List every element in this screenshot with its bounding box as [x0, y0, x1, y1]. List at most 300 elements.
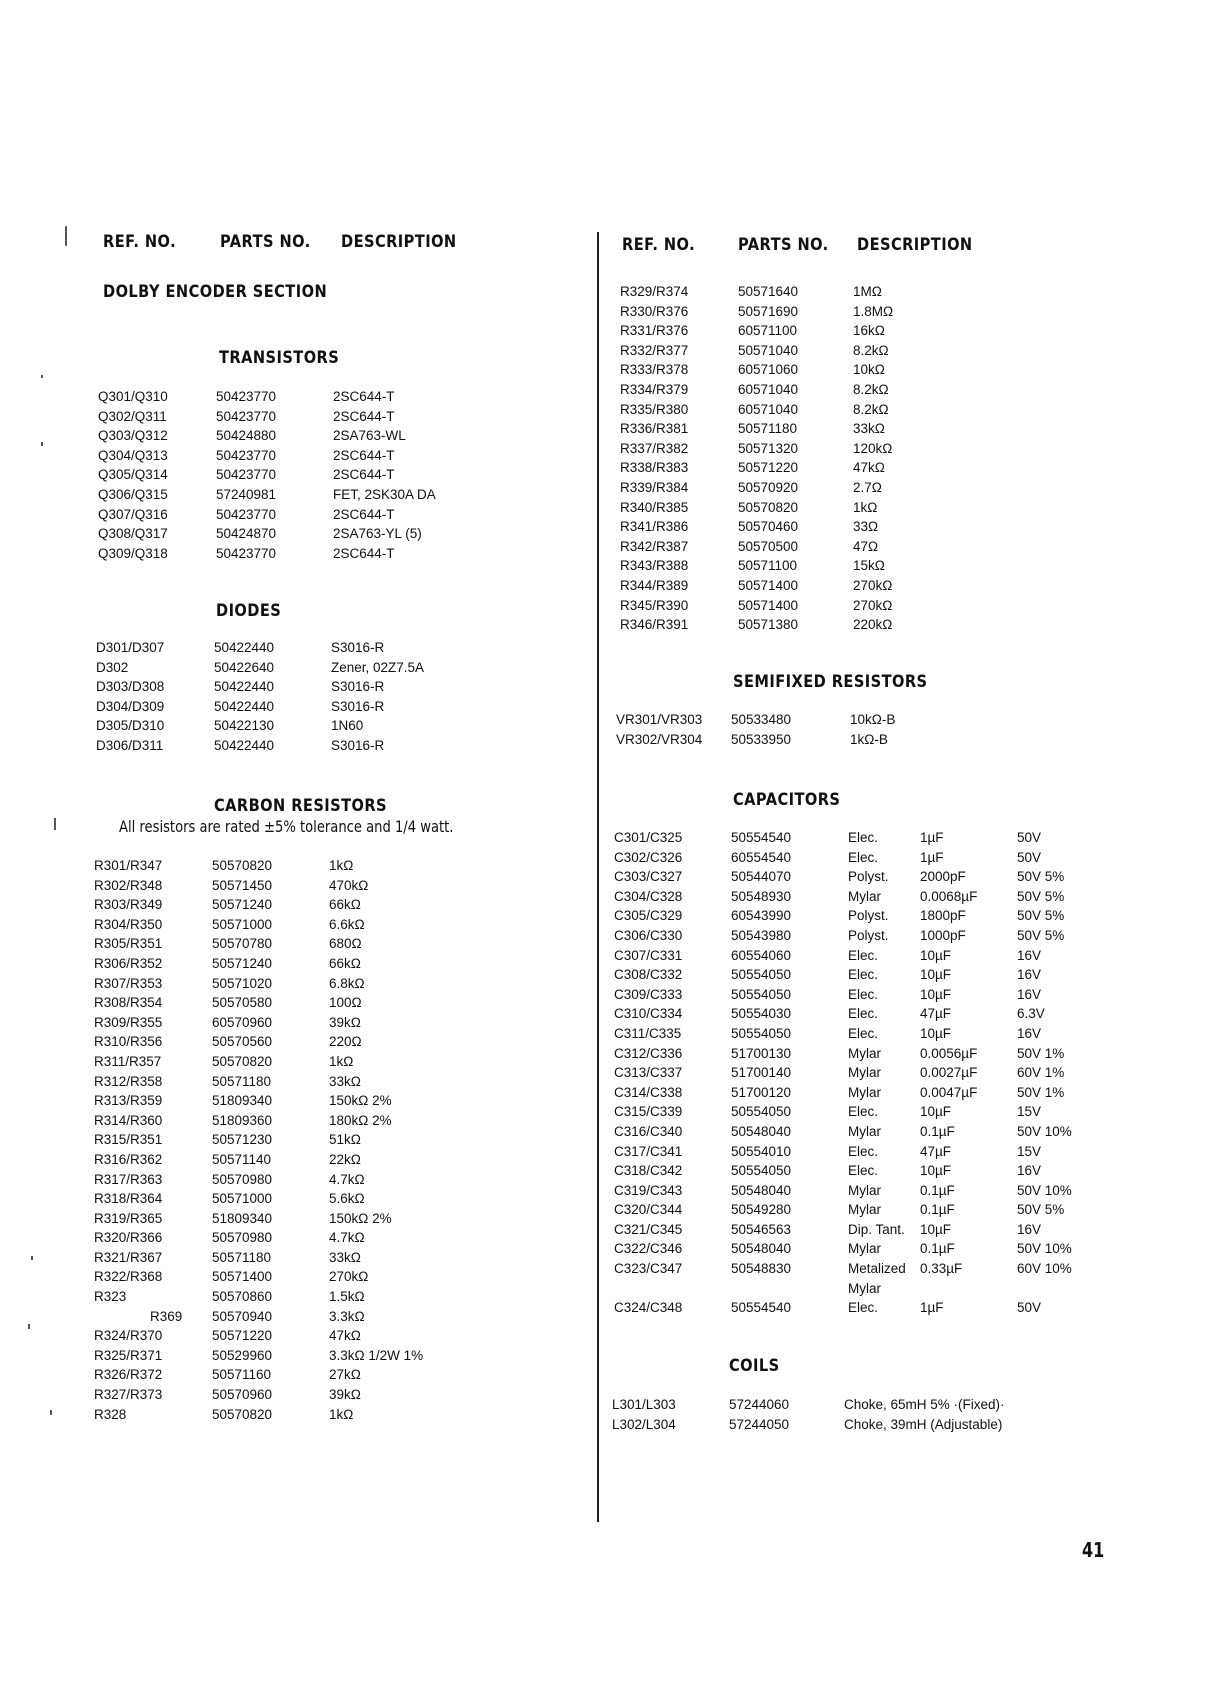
- table-row: [614, 1065, 1114, 1085]
- cap-value-cell: 0.0068µF: [920, 888, 978, 904]
- table-row: [620, 519, 980, 539]
- cap-value-cell: 10µF: [920, 986, 952, 1002]
- parts-no-cell: 50549280: [731, 1202, 792, 1218]
- table-row: [94, 936, 494, 956]
- description-cell: 10kΩ-B: [850, 712, 896, 727]
- parts-no-cell: 50554540: [731, 1300, 792, 1316]
- diodes-title: DIODES: [216, 601, 282, 621]
- description-cell: 1kΩ: [329, 858, 354, 873]
- table-row: [620, 323, 980, 343]
- ref-no-cell: R333/R378: [620, 362, 689, 378]
- description-cell: 2SA763-WL: [333, 428, 406, 444]
- table-row: [620, 441, 980, 461]
- description-cell: 270kΩ: [853, 577, 893, 593]
- ref-no-cell: VR301/VR303: [616, 712, 703, 727]
- semifixed-resistors-title: SEMIFIXED RESISTORS: [733, 672, 928, 692]
- parts-no-cell: 50554540: [731, 830, 792, 845]
- ref-no-cell: C317/C341: [614, 1143, 683, 1159]
- parts-no-cell: 50423770: [216, 389, 277, 404]
- left-header-description: DESCRIPTION: [341, 232, 457, 252]
- cap-type-cell: Polyst.: [848, 869, 889, 885]
- ref-no-cell: Q308/Q317: [98, 526, 168, 542]
- parts-no-cell: 57244060: [729, 1397, 790, 1412]
- parts-no-cell: 50554050: [731, 1163, 792, 1179]
- table-row: [96, 699, 496, 719]
- table-row: [620, 304, 980, 324]
- left-header-ref: REF. NO.: [103, 232, 177, 252]
- ref-no-cell: C313/C337: [614, 1065, 683, 1081]
- parts-no-cell: 50554030: [731, 1006, 792, 1022]
- parts-no-cell: 51700120: [731, 1084, 792, 1100]
- parts-no-cell: 50571140: [212, 1151, 272, 1167]
- parts-no-cell: 50571180: [738, 421, 798, 437]
- table-row: [94, 858, 494, 878]
- cap-type-cell: Elec.: [848, 830, 879, 845]
- table-row: [94, 1250, 494, 1270]
- parts-no-cell: 50423770: [216, 447, 277, 463]
- parts-no-cell: 60543990: [731, 908, 792, 924]
- cap-type-cell: Elec.: [848, 849, 879, 865]
- parts-no-cell: 50570980: [212, 1171, 273, 1187]
- parts-no-cell: 50570460: [738, 519, 799, 535]
- cap-rating-cell: 50V 10%: [1017, 1182, 1072, 1198]
- cap-rating-cell: 50V 5%: [1017, 908, 1065, 924]
- parts-no-cell: 51809340: [212, 1093, 273, 1109]
- description-cell: 51kΩ: [329, 1132, 361, 1148]
- description-cell: 220Ω: [329, 1034, 362, 1050]
- ref-no-cell: C301/C325: [614, 830, 683, 845]
- description-cell: FET, 2SK30A DA: [333, 486, 436, 502]
- ref-no-cell: L302/L304: [612, 1416, 676, 1432]
- description-cell: 3.3kΩ: [329, 1308, 365, 1324]
- description-cell: 1.8MΩ: [853, 303, 894, 319]
- table-row: [94, 1289, 494, 1309]
- parts-no-cell: 60571040: [738, 401, 799, 417]
- ref-no-cell: C304/C328: [614, 888, 683, 904]
- cap-rating-cell: 50V: [1017, 1300, 1042, 1316]
- cap-rating-cell: 15V: [1017, 1104, 1042, 1120]
- ref-no-cell: R309/R355: [94, 1014, 163, 1030]
- description-cell: 15kΩ: [853, 558, 885, 574]
- cap-type-cell: Polyst.: [848, 927, 889, 943]
- diodes-list: [96, 640, 496, 758]
- ref-no-cell: R306/R352: [94, 955, 163, 971]
- parts-no-cell: 60570960: [212, 1014, 273, 1030]
- cap-type-cell: Mylar: [848, 1202, 881, 1218]
- cap-type-cell: Elec.: [848, 1025, 879, 1041]
- table-row: [614, 850, 1114, 870]
- description-cell: 150kΩ 2%: [329, 1093, 392, 1109]
- table-row: [614, 830, 1114, 850]
- cap-rating-cell: 50V 1%: [1017, 1084, 1065, 1100]
- parts-no-cell: 50548040: [731, 1123, 792, 1139]
- table-row: [614, 889, 1114, 909]
- table-row: [620, 402, 980, 422]
- table-row: [94, 995, 494, 1015]
- parts-no-cell: 50529960: [212, 1347, 273, 1363]
- ref-no-cell: D302: [96, 659, 129, 675]
- ref-no-cell: R342/R387: [620, 538, 689, 554]
- description-cell: S3016-R: [331, 640, 385, 655]
- parts-no-cell: 50571180: [212, 1249, 272, 1265]
- cap-rating-cell: 50V 10%: [1017, 1241, 1072, 1257]
- parts-no-cell: 50571000: [212, 916, 273, 932]
- table-row: [94, 956, 494, 976]
- scan-mark: [65, 226, 67, 246]
- ref-no-cell: C318/C342: [614, 1163, 683, 1179]
- cap-value-cell: 0.0056µF: [920, 1045, 978, 1061]
- table-row: [94, 1113, 494, 1133]
- table-row: [614, 987, 1114, 1007]
- parts-no-cell: 50571020: [212, 975, 273, 991]
- ref-no-cell: R332/R377: [620, 342, 689, 358]
- table-row: [614, 1241, 1114, 1261]
- cap-value-cell: 0.0047µF: [920, 1084, 978, 1100]
- parts-no-cell: 50543980: [731, 927, 792, 943]
- ref-no-cell: R340/R385: [620, 499, 689, 515]
- description-cell: 39kΩ: [329, 1387, 361, 1403]
- parts-no-cell: 50571160: [212, 1367, 272, 1383]
- ref-no-cell: Q304/Q313: [98, 447, 168, 463]
- ref-no-cell: C308/C332: [614, 967, 683, 983]
- ref-no-cell: R335/R380: [620, 401, 689, 417]
- parts-no-cell: 50548930: [731, 888, 792, 904]
- description-cell: 1kΩ-B: [850, 731, 888, 747]
- table-row: [616, 732, 976, 752]
- table-row: [616, 712, 976, 732]
- cap-rating-cell: 60V 10%: [1017, 1261, 1072, 1277]
- parts-no-cell: 50571400: [738, 577, 799, 593]
- parts-no-cell: 57244050: [729, 1416, 790, 1432]
- ref-no-cell: R320/R366: [94, 1230, 163, 1246]
- resistors-continued-list: [620, 284, 980, 637]
- description-cell: 100Ω: [329, 995, 362, 1011]
- ref-no-cell: R334/R379: [620, 381, 689, 397]
- description-cell: 1MΩ: [853, 284, 882, 299]
- cap-type-cell: Elec.: [848, 1300, 879, 1316]
- parts-no-cell: 50554050: [731, 986, 792, 1002]
- parts-no-cell: 50570940: [212, 1308, 273, 1324]
- cap-rating-cell: 50V 5%: [1017, 1202, 1065, 1218]
- carbon-resistors-list: [94, 858, 494, 1426]
- ref-no-cell: C303/C327: [614, 869, 683, 885]
- ref-no-cell: R328: [94, 1406, 127, 1422]
- cap-type-cell: Elec.: [848, 1006, 879, 1022]
- parts-no-cell: 50571240: [212, 897, 273, 913]
- description-cell: Choke, 65mH 5% ·(Fixed)·: [844, 1397, 1005, 1412]
- carbon-resistors-note: All resistors are rated ±5% tolerance and 1/4 watt.: [119, 817, 454, 836]
- parts-no-cell: 50570820: [212, 858, 273, 873]
- description-cell: 33kΩ: [329, 1073, 361, 1089]
- cap-rating-cell: 50V 5%: [1017, 927, 1065, 943]
- table-row: [98, 389, 498, 409]
- table-row: [612, 1397, 1092, 1417]
- parts-no-cell: 50554010: [731, 1143, 792, 1159]
- ref-no-cell: R337/R382: [620, 440, 689, 456]
- parts-no-cell: 50570560: [212, 1034, 273, 1050]
- parts-no-cell: 50424880: [216, 428, 277, 444]
- parts-no-cell: 50546563: [731, 1221, 792, 1237]
- table-row: [96, 640, 496, 660]
- table-row: [94, 1387, 494, 1407]
- table-row: [98, 507, 498, 527]
- description-cell: 8.2kΩ: [853, 381, 889, 397]
- ref-no-cell: C311/C335: [614, 1025, 682, 1041]
- ref-no-cell: Q306/Q315: [98, 486, 168, 502]
- parts-no-cell: 50423770: [216, 408, 277, 424]
- table-row: [94, 1191, 494, 1211]
- ref-no-cell: R325/R371: [94, 1347, 163, 1363]
- ref-no-cell: D301/D307: [96, 640, 165, 655]
- cap-rating-cell: 16V: [1017, 986, 1042, 1002]
- table-row: [614, 1144, 1114, 1164]
- cap-rating-cell: 16V: [1017, 1025, 1042, 1041]
- table-row: [98, 448, 498, 468]
- table-row: [98, 428, 498, 448]
- table-row: [96, 718, 496, 738]
- ref-no-cell: C306/C330: [614, 927, 683, 943]
- description-cell: 2.7Ω: [853, 479, 882, 495]
- parts-no-cell: 50571180: [212, 1073, 272, 1089]
- parts-no-cell: 50544070: [731, 869, 792, 885]
- parts-no-cell: 50571640: [738, 284, 799, 299]
- parts-no-cell: 50422640: [214, 659, 275, 675]
- ref-no-cell: Q303/Q312: [98, 428, 168, 444]
- parts-no-cell: 50570920: [738, 479, 799, 495]
- ref-no-cell: C324/C348: [614, 1300, 683, 1316]
- ref-no-cell: R301/R347: [94, 858, 163, 873]
- table-row: [94, 1034, 494, 1054]
- cap-type-cell: Mylar: [848, 1084, 881, 1100]
- ref-no-cell: R317/R363: [94, 1171, 163, 1187]
- parts-no-cell: 50423770: [216, 545, 277, 561]
- semifixed-resistors-list: [616, 712, 976, 751]
- cap-rating-cell: 50V 1%: [1017, 1045, 1065, 1061]
- table-row: [620, 558, 980, 578]
- ref-no-cell: Q305/Q314: [98, 467, 168, 483]
- ref-no-cell: C309/C333: [614, 986, 683, 1002]
- parts-no-cell: 50554050: [731, 967, 792, 983]
- section-title-dolby-encoder: DOLBY ENCODER SECTION: [103, 282, 328, 302]
- scan-speck: [28, 1324, 30, 1329]
- cap-type-cell: Mylar: [848, 1123, 881, 1139]
- table-row: [620, 284, 980, 304]
- ref-no-cell: Q307/Q316: [98, 506, 168, 522]
- parts-no-cell: 50571000: [212, 1191, 273, 1207]
- ref-no-cell: R318/R364: [94, 1191, 163, 1207]
- parts-no-cell: 50571220: [738, 460, 799, 476]
- parts-no-cell: 50548040: [731, 1182, 792, 1198]
- description-cell: 66kΩ: [329, 955, 361, 971]
- right-header-ref: REF. NO.: [622, 235, 696, 255]
- table-row: [612, 1417, 1092, 1437]
- cap-value-cell: 1000pF: [920, 927, 966, 943]
- table-row: [620, 500, 980, 520]
- ref-no-cell: R322/R368: [94, 1269, 163, 1285]
- description-cell: 120kΩ: [853, 440, 893, 456]
- cap-type-cell: Metalized: [848, 1261, 906, 1277]
- description-cell: 270kΩ: [329, 1269, 369, 1285]
- description-cell: S3016-R: [331, 698, 385, 714]
- cap-type-cell: Mylar: [848, 888, 881, 904]
- parts-no-cell: 50533950: [731, 731, 792, 747]
- ref-no-cell: R330/R376: [620, 303, 689, 319]
- ref-no-cell: R323: [94, 1289, 127, 1305]
- table-row: [620, 460, 980, 480]
- cap-rating-cell: 50V 5%: [1017, 869, 1065, 885]
- description-cell: 33kΩ: [329, 1249, 361, 1265]
- ref-no-cell: C322/C346: [614, 1241, 683, 1257]
- ref-no-cell: R336/R381: [620, 421, 689, 437]
- ref-no-cell: R339/R384: [620, 479, 689, 495]
- cap-value-cell: 1800pF: [920, 908, 966, 924]
- cap-rating-cell: 16V: [1017, 947, 1042, 963]
- parts-no-cell: 50570860: [212, 1289, 273, 1305]
- description-cell: 1kΩ: [329, 1406, 354, 1422]
- cap-type-cell: Elec.: [848, 1163, 879, 1179]
- description-cell: 22kΩ: [329, 1151, 361, 1167]
- ref-no-cell: R311/R357: [94, 1053, 162, 1069]
- cap-value-cell: 47µF: [920, 1006, 952, 1022]
- cap-type-cell: Elec.: [848, 1143, 879, 1159]
- table-row: [614, 967, 1114, 987]
- cap-value-cell: 0.1µF: [920, 1123, 955, 1139]
- cap-type-cell: Elec.: [848, 1104, 879, 1120]
- parts-no-cell: 50571450: [212, 877, 273, 893]
- scan-speck: [41, 375, 43, 378]
- table-row: [94, 1132, 494, 1152]
- ref-no-cell: R329/R374: [620, 284, 689, 299]
- table-row: [614, 1183, 1114, 1203]
- cap-type-cell: Elec.: [848, 967, 879, 983]
- parts-no-cell: 60554540: [731, 849, 792, 865]
- description-cell: 2SC644-T: [333, 389, 395, 404]
- cap-value-cell: 0.1µF: [920, 1182, 955, 1198]
- description-cell: 2SA763-YL (5): [333, 526, 422, 542]
- ref-no-cell: C307/C331: [614, 947, 683, 963]
- parts-no-cell: 50554050: [731, 1104, 792, 1120]
- parts-no-cell: 50570500: [738, 538, 799, 554]
- description-cell: 33Ω: [853, 519, 879, 535]
- parts-no-cell: 50571100: [738, 558, 798, 574]
- description-cell: 47Ω: [853, 538, 879, 554]
- table-row: [94, 1093, 494, 1113]
- table-row: [614, 1124, 1114, 1144]
- cap-rating-cell: 60V 1%: [1017, 1065, 1065, 1081]
- parts-no-cell: 51700140: [731, 1065, 792, 1081]
- parts-no-cell: 50571220: [212, 1328, 273, 1344]
- description-cell: 47kΩ: [329, 1328, 361, 1344]
- description-cell: 150kΩ 2%: [329, 1210, 392, 1226]
- transistors-list: [98, 389, 498, 565]
- right-header-parts: PARTS NO.: [738, 235, 829, 255]
- parts-no-cell: 50571690: [738, 303, 799, 319]
- table-row: [614, 1085, 1114, 1105]
- cap-value-cell: 47µF: [920, 1143, 952, 1159]
- ref-no-cell: C316/C340: [614, 1123, 683, 1139]
- description-cell: 8.2kΩ: [853, 342, 889, 358]
- table-row: [614, 869, 1114, 889]
- cap-type-cell: Mylar: [848, 1241, 881, 1257]
- cap-rating-cell: 50V 5%: [1017, 888, 1065, 904]
- cap-rating-cell: 15V: [1017, 1143, 1042, 1159]
- parts-no-cell: 51809340: [212, 1210, 273, 1226]
- description-cell: 6.6kΩ: [329, 916, 365, 932]
- scan-speck: [41, 442, 43, 446]
- description-cell: 1.5kΩ: [329, 1289, 365, 1305]
- ref-no-cell: R346/R391: [620, 617, 689, 633]
- parts-no-cell: 50548040: [731, 1241, 792, 1257]
- ref-no-cell: Q302/Q311: [98, 408, 167, 424]
- ref-no-cell: R312/R358: [94, 1073, 163, 1089]
- table-row: [94, 1015, 494, 1035]
- description-cell: 4.7kΩ: [329, 1230, 365, 1246]
- parts-no-cell: 50422440: [214, 679, 275, 695]
- description-cell: 470kΩ: [329, 877, 369, 893]
- ref-no-cell: R308/R354: [94, 995, 163, 1011]
- ref-no-cell: VR302/VR304: [616, 731, 703, 747]
- ref-no-cell: R319/R365: [94, 1210, 163, 1226]
- description-cell: 33kΩ: [853, 421, 885, 437]
- description-cell: S3016-R: [331, 679, 385, 695]
- parts-no-cell: 50422130: [214, 718, 275, 734]
- table-row: [98, 526, 498, 546]
- description-cell: Zener, 02Z7.5A: [331, 659, 425, 675]
- cap-type-cell: Dip. Tant.: [848, 1221, 905, 1237]
- ref-no-cell: R305/R351: [94, 936, 163, 952]
- parts-no-cell: 60571060: [738, 362, 799, 378]
- description-cell: 1kΩ: [853, 499, 878, 515]
- description-cell: 2SC644-T: [333, 447, 395, 463]
- ref-no-cell: R326/R372: [94, 1367, 163, 1383]
- parts-no-cell: 50571320: [738, 440, 799, 456]
- cap-value-cell: 10µF: [920, 1163, 952, 1179]
- scan-speck: [54, 818, 56, 830]
- parts-no-cell: 50571230: [212, 1132, 273, 1148]
- table-row: [614, 1046, 1114, 1066]
- scan-speck: [50, 1410, 52, 1415]
- cap-value-cell: 1µF: [920, 849, 944, 865]
- ref-no-cell: C323/C347: [614, 1261, 683, 1277]
- carbon-resistors-title: CARBON RESISTORS: [214, 796, 388, 816]
- cap-value-cell: 0.1µF: [920, 1241, 955, 1257]
- parts-no-cell: 50570960: [212, 1387, 273, 1403]
- right-header-description: DESCRIPTION: [857, 235, 973, 255]
- table-row: [94, 1054, 494, 1074]
- description-cell: 680Ω: [329, 936, 362, 952]
- description-cell: 6.8kΩ: [329, 975, 365, 991]
- table-row: [620, 598, 980, 618]
- table-row: [614, 1026, 1114, 1046]
- cap-value-cell: 1µF: [920, 1300, 944, 1316]
- parts-no-cell: 51809360: [212, 1112, 273, 1128]
- page-number: 41: [1082, 1538, 1105, 1562]
- description-cell: 2SC644-T: [333, 467, 395, 483]
- ref-no-cell: R331/R376: [620, 323, 689, 339]
- cap-value-cell: 1µF: [920, 830, 944, 845]
- table-row: [94, 1230, 494, 1250]
- parts-no-cell: 50554050: [731, 1025, 792, 1041]
- parts-no-cell: 50570820: [212, 1406, 273, 1422]
- ref-no-cell: R345/R390: [620, 597, 689, 613]
- table-row: [614, 1006, 1114, 1026]
- ref-no-cell: C321/C345: [614, 1221, 683, 1237]
- left-header-parts: PARTS NO.: [220, 232, 311, 252]
- cap-value-cell: 0.33µF: [920, 1261, 963, 1277]
- description-cell: 2SC644-T: [333, 408, 395, 424]
- table-row: [94, 917, 494, 937]
- parts-no-cell: 51700130: [731, 1045, 792, 1061]
